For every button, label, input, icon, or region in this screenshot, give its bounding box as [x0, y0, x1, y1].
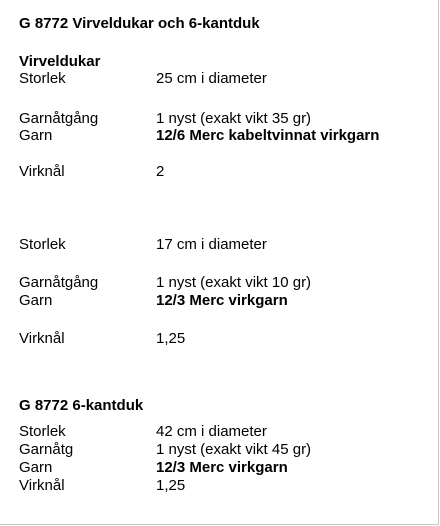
hook-value: 1,25	[156, 330, 186, 347]
size-label: Storlek	[19, 70, 66, 87]
yarn-amount-label: Garnåtgång	[19, 110, 99, 127]
yarn-value: 12/6 Merc kabeltvinnat virkgarn	[156, 127, 380, 144]
hook-label: Virknål	[19, 477, 65, 494]
yarn-amount-value: 1 nyst (exakt vikt 45 gr)	[156, 441, 312, 458]
hook-label: Virknål	[19, 163, 65, 180]
yarn-label: Garn	[19, 127, 53, 144]
document-title: G 8772 Virveldukar och 6-kantduk	[19, 15, 260, 32]
yarn-amount-value: 1 nyst (exakt vikt 10 gr)	[156, 274, 312, 291]
yarn-value: 12/3 Merc virkgarn	[156, 292, 288, 309]
size-value: 17 cm i diameter	[156, 236, 267, 253]
section-heading-virveldukar: Virveldukar	[19, 53, 101, 70]
size-value: 42 cm i diameter	[156, 423, 267, 440]
yarn-amount-label: Garnåtg	[19, 441, 74, 458]
yarn-value: 12/3 Merc virkgarn	[156, 459, 288, 476]
hook-value: 1,25	[156, 477, 186, 494]
size-value: 25 cm i diameter	[156, 70, 267, 87]
yarn-label: Garn	[19, 459, 53, 476]
yarn-label: Garn	[19, 292, 53, 309]
size-label: Storlek	[19, 423, 66, 440]
yarn-amount-value: 1 nyst (exakt vikt 35 gr)	[156, 110, 312, 127]
hook-label: Virknål	[19, 330, 65, 347]
section-heading-6-kantduk: G 8772 6-kantduk	[19, 397, 144, 414]
size-label: Storlek	[19, 236, 66, 253]
yarn-amount-label: Garnåtgång	[19, 274, 99, 291]
hook-value: 2	[156, 163, 165, 180]
